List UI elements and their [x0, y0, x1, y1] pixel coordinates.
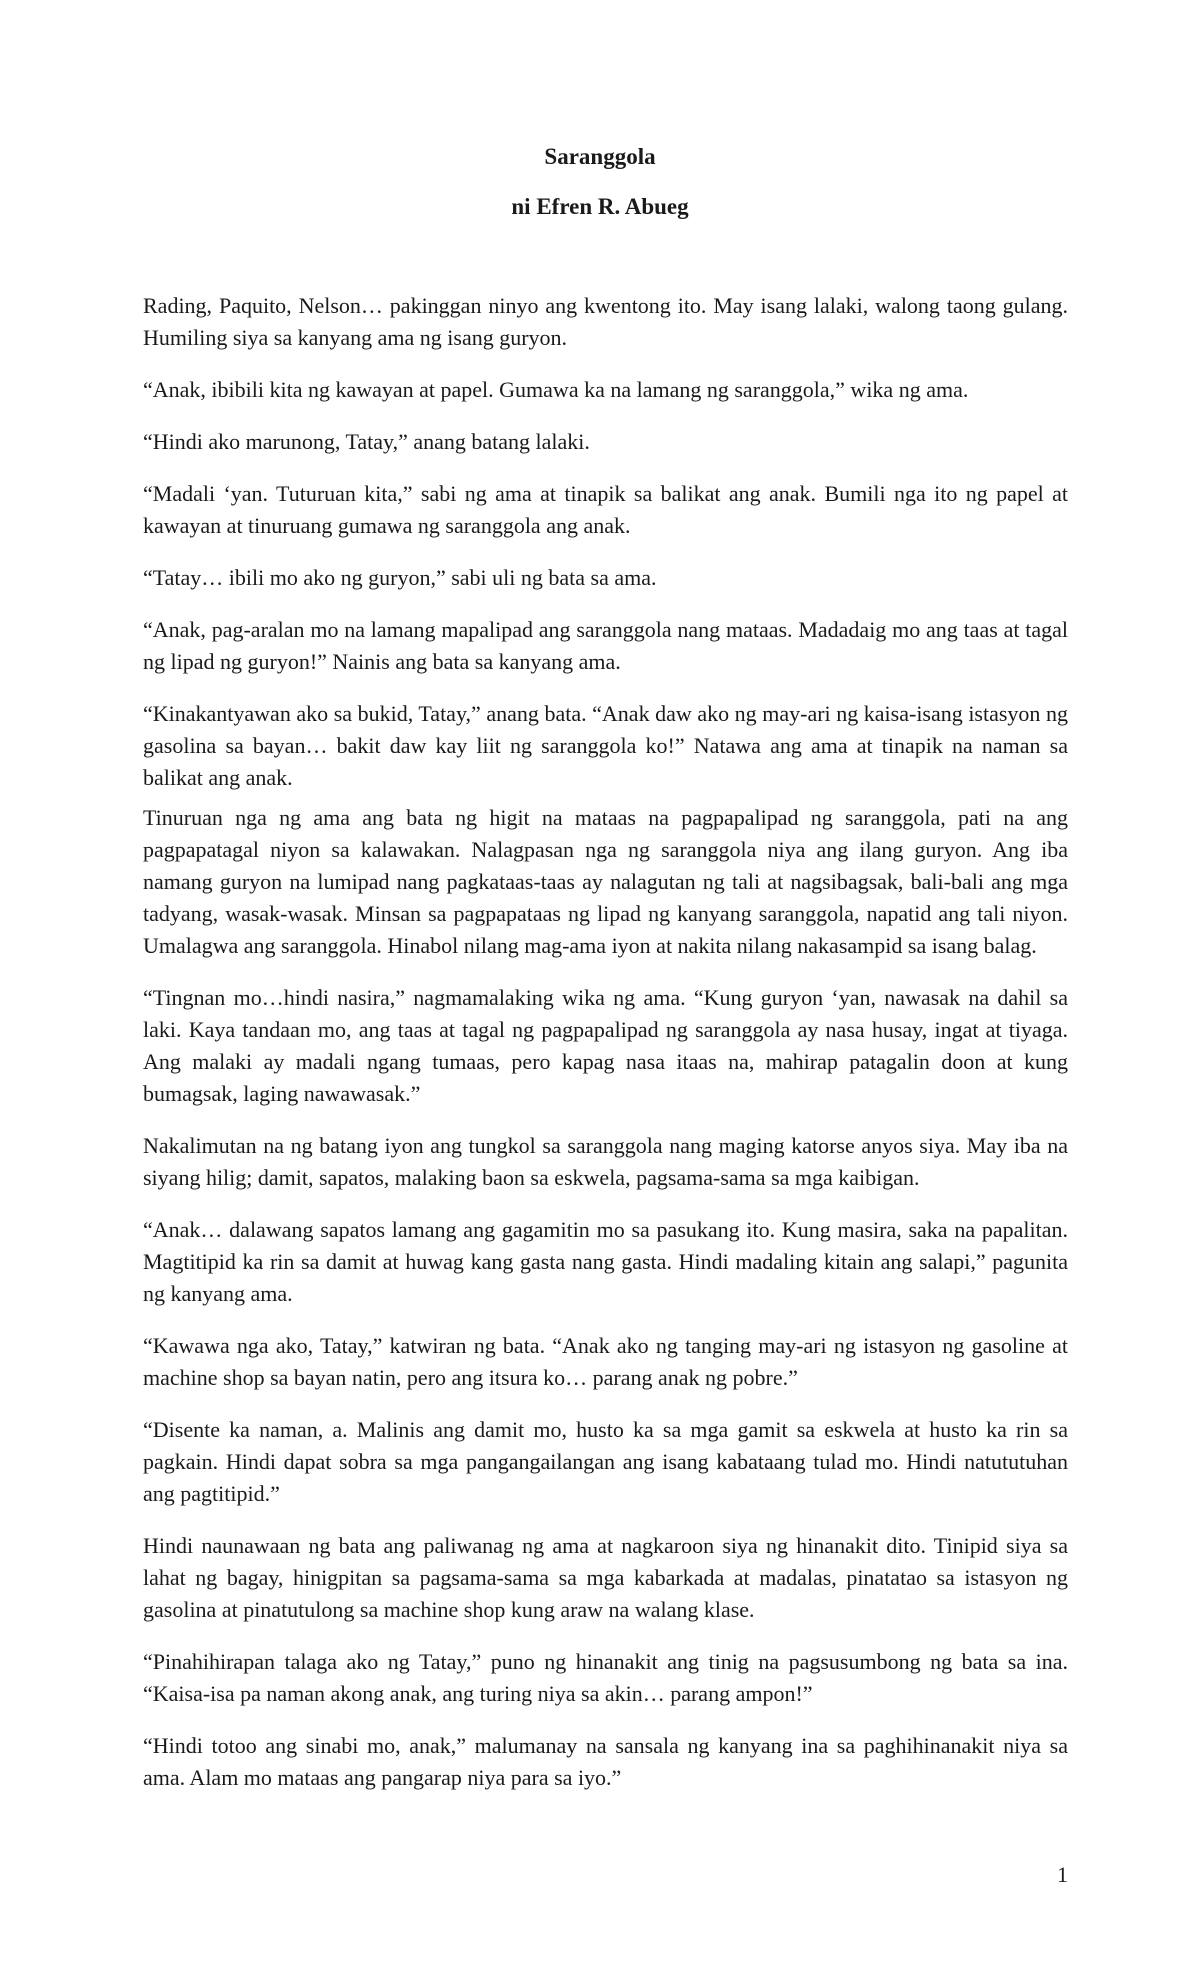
document-author: ni Efren R. Abueg [511, 194, 689, 219]
paragraph: Rading, Paquito, Nelson… pakinggan ninyo ang kwentong ito. May isang lalaki, walong taong gulang. Humiling siya sa kanyang ama ng isang guryon. [143, 293, 1068, 350]
document-title: Saranggola [544, 144, 656, 169]
paragraph: “Pinahihirapan talaga ako ng Tatay,” puno ng hinanakit ang tinig na pagsusumbong ng bata sa ina. “Kaisa-isa pa naman akong anak, ang turing niya sa akin… parang ampon!” [143, 1649, 1068, 1706]
paragraph: “Anak… dalawang sapatos lamang ang gagamitin mo sa pasukang ito. Kung masira, saka na papalitan. Magtitipid ka rin sa damit at huwag kang gasta nang gasta. Hindi madaling kitain ang salapi,” pagunita ng kanyang ama. [143, 1217, 1068, 1306]
paragraph: “Kinakantyawan ako sa bukid, Tatay,” anang bata. “Anak daw ako ng may-ari ng kaisa-isang istasyon ng gasolina sa bayan… bakit daw kay liit ng saranggola ko!” Natawa ang ama at tinapik na naman sa balikat ang anak. [143, 701, 1068, 790]
paragraph: “Tingnan mo…hindi nasira,” nagmamalaking wika ng ama. “Kung guryon ‘yan, nawasak na dahil sa laki. Kaya tandaan mo, ang taas at tagal ng pagpapalipad ng saranggola ay nasa husay, ingat at tiyaga. Ang malaki ay madali ngang tumaas, pero kapag nasa itaas na, mahirap patagalin doon at kung bumagsak, laging nawawasak.” [143, 985, 1068, 1106]
paragraph: Tinuruan nga ng ama ang bata ng higit na mataas na pagpapalipad ng saranggola, pati na ang pagpapatagal niyon sa kalawakan. Nalagpasan nga ng saranggola niya ang ilang guryon. Ang iba namang guryon na lumipad nang pagkataas-taas ay nalagutan ng tali at nagsibagsak, bali-bali ang mga tadyang, wasak-wasak. Minsan sa pagpapataas ng lipad ng kanyang saranggola, napatid ang tali niyon. Umalagwa ang saranggola. Hinabol nilang mag-ama iyon at nakita nilang nakasampid sa isang balag. [143, 805, 1068, 958]
paragraph: “Disente ka naman, a. Malinis ang damit mo, husto ka sa mga gamit sa eskwela at husto ka rin sa pagkain. Hindi dapat sobra sa mga pangangailangan ang isang kabataang tulad mo. Hindi natututuhan ang pagtitipid.” [143, 1417, 1068, 1506]
page-number: 1 [1057, 1862, 1068, 1887]
paragraph: “Tatay… ibili mo ako ng guryon,” sabi uli ng bata sa ama. [143, 565, 657, 590]
paragraph: Nakalimutan na ng batang iyon ang tungkol sa saranggola nang maging katorse anyos siya. May iba na siyang hilig; damit, sapatos, malaking baon sa eskwela, pagsama-sama sa mga kaibigan. [143, 1133, 1068, 1190]
paragraph: “Anak, ibibili kita ng kawayan at papel. Gumawa ka na lamang ng saranggola,” wika ng ama. [143, 377, 969, 402]
paragraph: Hindi naunawaan ng bata ang paliwanag ng ama at nagkaroon siya ng hinanakit dito. Tinipid siya sa lahat ng bagay, hinigpitan sa pagsama-sama sa mga kabarkada at madalas, pinatatao sa istasyon ng gasolina at pinatutulong sa machine shop kung araw na walang klase. [143, 1533, 1068, 1622]
paragraph: “Madali ‘yan. Tuturuan kita,” sabi ng ama at tinapik sa balikat ang anak. Bumili nga ito ng papel at kawayan at tinuruang gumawa ng saranggola ang anak. [143, 481, 1068, 538]
paragraph: “Hindi totoo ang sinabi mo, anak,” malumanay na sansala ng kanyang ina sa paghihinanakit niya sa ama. Alam mo mataas ang pangarap niya para sa iyo.” [143, 1733, 1068, 1790]
story-body [143, 290, 1068, 1814]
paragraph: “Anak, pag-aralan mo na lamang mapalipad ang saranggola nang mataas. Madadaig mo ang taas at tagal ng lipad ng guryon!” Nainis ang bata sa kanyang ama. [143, 617, 1068, 674]
paragraph: “Kawawa nga ako, Tatay,” katwiran ng bata. “Anak ako ng tanging may-ari ng istasyon ng gasoline at machine shop sa bayan natin, pero ang itsura ko… parang anak ng pobre.” [143, 1333, 1068, 1390]
paragraph: “Hindi ako marunong, Tatay,” anang batang lalaki. [143, 429, 590, 454]
